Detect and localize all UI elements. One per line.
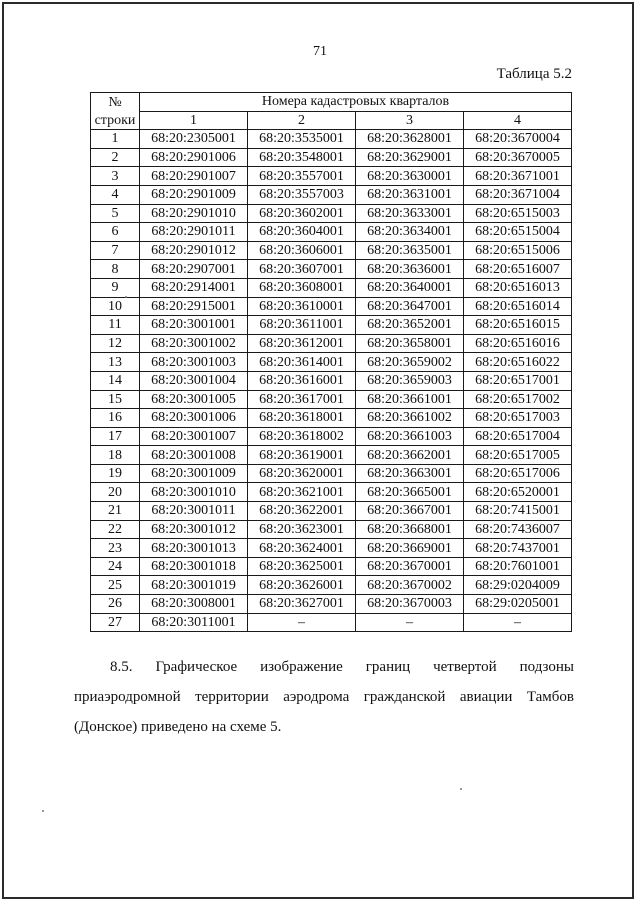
cadastral-number-cell: 68:20:3614001 xyxy=(248,353,356,372)
cadastral-number-cell: 68:20:3631001 xyxy=(356,185,464,204)
cadastral-number-cell: 68:29:0204009 xyxy=(464,576,572,595)
cadastral-number-cell: 68:20:3670003 xyxy=(356,595,464,614)
cadastral-number-cell: 68:20:3001009 xyxy=(140,464,248,483)
row-number-cell: 7 xyxy=(91,241,140,260)
cadastral-number-cell: 68:20:6515003 xyxy=(464,204,572,223)
cadastral-number-cell: 68:20:3001005 xyxy=(140,390,248,409)
scan-speck xyxy=(42,810,44,812)
cadastral-number-cell: 68:20:3611001 xyxy=(248,316,356,335)
column-header: 3 xyxy=(356,111,464,130)
cadastral-number-cell: 68:20:6516014 xyxy=(464,297,572,316)
cadastral-number-cell: 68:20:2305001 xyxy=(140,130,248,149)
cadastral-number-cell: 68:20:2914001 xyxy=(140,278,248,297)
cadastral-number-cell: 68:20:3635001 xyxy=(356,241,464,260)
cadastral-number-cell: 68:20:3622001 xyxy=(248,502,356,521)
table-row xyxy=(91,148,572,167)
cadastral-number-cell: 68:20:3634001 xyxy=(356,223,464,242)
cadastral-number-cell: 68:20:6517006 xyxy=(464,464,572,483)
cadastral-number-cell: 68:20:3670005 xyxy=(464,148,572,167)
cadastral-number-cell: 68:20:3548001 xyxy=(248,148,356,167)
row-number-cell: 8 xyxy=(91,260,140,279)
cadastral-number-cell: 68:20:6516007 xyxy=(464,260,572,279)
cadastral-number-cell: 68:20:3001008 xyxy=(140,446,248,465)
cadastral-number-cell: 68:20:3647001 xyxy=(356,297,464,316)
cadastral-number-cell: 68:20:2901010 xyxy=(140,204,248,223)
cadastral-number-cell: 68:20:3602001 xyxy=(248,204,356,223)
row-number-cell: 12 xyxy=(91,334,140,353)
cadastral-number-cell: 68:20:3624001 xyxy=(248,539,356,558)
cadastral-number-cell: 68:20:3535001 xyxy=(248,130,356,149)
cadastral-number-cell: 68:20:3619001 xyxy=(248,446,356,465)
cadastral-number-cell: 68:20:3640001 xyxy=(356,278,464,297)
cadastral-number-cell: 68:20:7601001 xyxy=(464,557,572,576)
table-row xyxy=(91,520,572,539)
table-row xyxy=(91,557,572,576)
row-number-cell: 6 xyxy=(91,223,140,242)
cadastral-number-cell: 68:20:3661003 xyxy=(356,427,464,446)
cadastral-number-cell: 68:20:3662001 xyxy=(356,446,464,465)
scan-speck xyxy=(460,788,462,790)
cadastral-number-cell: 68:20:3659003 xyxy=(356,371,464,390)
cadastral-number-cell: 68:20:3001018 xyxy=(140,557,248,576)
table-row xyxy=(91,427,572,446)
cadastral-number-cell: 68:20:3001002 xyxy=(140,334,248,353)
cadastral-number-cell: 68:20:6516022 xyxy=(464,353,572,372)
cadastral-number-cell: 68:20:3557001 xyxy=(248,167,356,186)
row-number-cell: 14 xyxy=(91,371,140,390)
cadastral-number-cell: 68:20:2907001 xyxy=(140,260,248,279)
row-number-cell: 16 xyxy=(91,409,140,428)
cadastral-number-cell: 68:20:3001003 xyxy=(140,353,248,372)
cadastral-number-cell: 68:20:6517002 xyxy=(464,390,572,409)
cadastral-number-cell: 68:20:3608001 xyxy=(248,278,356,297)
cadastral-number-cell: 68:20:3670002 xyxy=(356,576,464,595)
table-row xyxy=(91,576,572,595)
table-header-row xyxy=(91,93,572,112)
cadastral-number-cell: 68:20:3668001 xyxy=(356,520,464,539)
row-number-cell: 2 xyxy=(91,148,140,167)
table-caption: Таблица 5.2 xyxy=(496,66,572,82)
cadastral-number-cell: 68:20:3669001 xyxy=(356,539,464,558)
table-row xyxy=(91,316,572,335)
scan-speck xyxy=(125,296,127,298)
row-number-cell: 24 xyxy=(91,557,140,576)
table-row xyxy=(91,371,572,390)
cadastral-number-cell: 68:20:3618001 xyxy=(248,409,356,428)
table-subheader-row xyxy=(91,111,572,130)
cadastral-number-cell: 68:20:3001012 xyxy=(140,520,248,539)
cadastral-number-cell: 68:20:2901011 xyxy=(140,223,248,242)
cadastral-number-cell: 68:20:6516013 xyxy=(464,278,572,297)
cadastral-number-cell: 68:20:3604001 xyxy=(248,223,356,242)
cadastral-number-cell: 68:20:2901009 xyxy=(140,185,248,204)
row-number-cell: 11 xyxy=(91,316,140,335)
cadastral-number-cell: 68:20:3001010 xyxy=(140,483,248,502)
cadastral-number-cell: 68:20:3671004 xyxy=(464,185,572,204)
cadastral-number-cell: 68:20:2901012 xyxy=(140,241,248,260)
cadastral-number-cell: – xyxy=(464,613,572,632)
cadastral-number-cell: 68:29:0205001 xyxy=(464,595,572,614)
row-number-header-label: строки xyxy=(91,111,140,130)
cadastral-number-cell: 68:20:7437001 xyxy=(464,539,572,558)
table-row xyxy=(91,390,572,409)
cadastral-number-cell: 68:20:3652001 xyxy=(356,316,464,335)
cadastral-number-cell: 68:20:3610001 xyxy=(248,297,356,316)
row-number-cell: 27 xyxy=(91,613,140,632)
cadastral-number-cell: 68:20:6517005 xyxy=(464,446,572,465)
cadastral-number-cell: 68:20:6517001 xyxy=(464,371,572,390)
cadastral-number-cell: 68:20:3001013 xyxy=(140,539,248,558)
column-header: 2 xyxy=(248,111,356,130)
paragraph-text: 8.5. Графическое изображение границ четвертой подзоны приаэродромной территории аэродрома гражданской авиации Тамбов (Донское) приведено на схеме 5. xyxy=(74,659,574,735)
row-number-cell: 19 xyxy=(91,464,140,483)
cadastral-number-cell: 68:20:3659002 xyxy=(356,353,464,372)
cadastral-number-cell: 68:20:2901007 xyxy=(140,167,248,186)
cadastral-number-cell: 68:20:3625001 xyxy=(248,557,356,576)
cadastral-number-cell: 68:20:3001004 xyxy=(140,371,248,390)
cadastral-number-cell: – xyxy=(248,613,356,632)
table-row xyxy=(91,483,572,502)
cadastral-number-cell: 68:20:3001007 xyxy=(140,427,248,446)
row-number-cell: 23 xyxy=(91,539,140,558)
cadastral-number-cell: 68:20:3607001 xyxy=(248,260,356,279)
table-row xyxy=(91,409,572,428)
cadastral-number-cell: 68:20:3618002 xyxy=(248,427,356,446)
body-paragraph xyxy=(74,652,574,742)
cadastral-number-cell: 68:20:7415001 xyxy=(464,502,572,521)
table-row xyxy=(91,241,572,260)
table-row xyxy=(91,464,572,483)
cadastral-number-cell: 68:20:3606001 xyxy=(248,241,356,260)
table-row xyxy=(91,260,572,279)
cadastral-number-cell: 68:20:3001001 xyxy=(140,316,248,335)
cadastral-number-cell: 68:20:6520001 xyxy=(464,483,572,502)
cadastral-number-cell: 68:20:3011001 xyxy=(140,613,248,632)
cadastral-number-cell: 68:20:3557003 xyxy=(248,185,356,204)
table-row xyxy=(91,502,572,521)
table-row xyxy=(91,278,572,297)
cadastral-number-cell: 68:20:3616001 xyxy=(248,371,356,390)
table-row xyxy=(91,446,572,465)
row-number-cell: 17 xyxy=(91,427,140,446)
cadastral-number-cell: 68:20:3617001 xyxy=(248,390,356,409)
cadastral-number-cell: 68:20:3008001 xyxy=(140,595,248,614)
row-number-cell: 10 xyxy=(91,297,140,316)
row-number-header xyxy=(91,93,140,112)
row-number-cell: 3 xyxy=(91,167,140,186)
table-row xyxy=(91,539,572,558)
row-number-cell: 25 xyxy=(91,576,140,595)
table-row xyxy=(91,204,572,223)
cadastral-number-cell: 68:20:6517004 xyxy=(464,427,572,446)
cadastral-number-cell: 68:20:3628001 xyxy=(356,130,464,149)
cadastral-number-cell: 68:20:3627001 xyxy=(248,595,356,614)
cadastral-number-cell: 68:20:2915001 xyxy=(140,297,248,316)
table-row xyxy=(91,167,572,186)
cadastral-number-cell: 68:20:7436007 xyxy=(464,520,572,539)
cadastral-number-cell: 68:20:3623001 xyxy=(248,520,356,539)
cadastral-number-cell: 68:20:6516015 xyxy=(464,316,572,335)
row-number-cell: 4 xyxy=(91,185,140,204)
cadastral-number-cell: 68:20:6515004 xyxy=(464,223,572,242)
cadastral-number-cell: 68:20:3661001 xyxy=(356,390,464,409)
cadastral-number-cell: 68:20:3629001 xyxy=(356,148,464,167)
cadastral-number-cell: 68:20:3658001 xyxy=(356,334,464,353)
table-row xyxy=(91,613,572,632)
cadastral-number-cell: 68:20:3612001 xyxy=(248,334,356,353)
cadastral-number-cell: 68:20:3670001 xyxy=(356,557,464,576)
cadastral-number-cell: 68:20:3001019 xyxy=(140,576,248,595)
cadastral-number-cell: 68:20:3663001 xyxy=(356,464,464,483)
row-number-cell: 26 xyxy=(91,595,140,614)
row-number-cell: 13 xyxy=(91,353,140,372)
cadastral-number-cell: 68:20:3633001 xyxy=(356,204,464,223)
cadastral-number-cell: 68:20:3665001 xyxy=(356,483,464,502)
row-number-cell: 15 xyxy=(91,390,140,409)
cadastral-number-cell: 68:20:3667001 xyxy=(356,502,464,521)
cadastral-number-cell: 68:20:3661002 xyxy=(356,409,464,428)
cadastral-number-cell: 68:20:3630001 xyxy=(356,167,464,186)
cadastral-number-cell: 68:20:3621001 xyxy=(248,483,356,502)
cadastral-table xyxy=(90,92,572,632)
cadastral-number-cell: 68:20:3636001 xyxy=(356,260,464,279)
table-body xyxy=(91,130,572,632)
cadastral-number-cell: 68:20:3620001 xyxy=(248,464,356,483)
column-header: 4 xyxy=(464,111,572,130)
table-row xyxy=(91,334,572,353)
cadastral-number-cell: 68:20:3001011 xyxy=(140,502,248,521)
row-number-cell: 1 xyxy=(91,130,140,149)
row-number-cell: 20 xyxy=(91,483,140,502)
cadastral-number-cell: 68:20:2901006 xyxy=(140,148,248,167)
cadastral-number-cell: 68:20:6515006 xyxy=(464,241,572,260)
cadastral-number-cell: 68:20:6517003 xyxy=(464,409,572,428)
row-number-cell: 22 xyxy=(91,520,140,539)
cadastral-number-cell: – xyxy=(356,613,464,632)
table-row xyxy=(91,223,572,242)
cadastral-number-cell: 68:20:3626001 xyxy=(248,576,356,595)
column-header: 1 xyxy=(140,111,248,130)
row-number-cell: 9 xyxy=(91,278,140,297)
row-number-symbol: № xyxy=(108,94,122,110)
cadastral-number-cell: 68:20:3670004 xyxy=(464,130,572,149)
table-row xyxy=(91,595,572,614)
table-row xyxy=(91,185,572,204)
table-row xyxy=(91,297,572,316)
row-number-cell: 5 xyxy=(91,204,140,223)
cadastral-number-cell: 68:20:3671001 xyxy=(464,167,572,186)
cadastral-number-cell: 68:20:6516016 xyxy=(464,334,572,353)
table-row xyxy=(91,130,572,149)
table-row xyxy=(91,353,572,372)
row-number-cell: 21 xyxy=(91,502,140,521)
row-number-cell: 18 xyxy=(91,446,140,465)
cadastral-number-cell: 68:20:3001006 xyxy=(140,409,248,428)
column-group-header: Номера кадастровых кварталов xyxy=(140,93,572,112)
page-number: 71 xyxy=(313,44,327,59)
